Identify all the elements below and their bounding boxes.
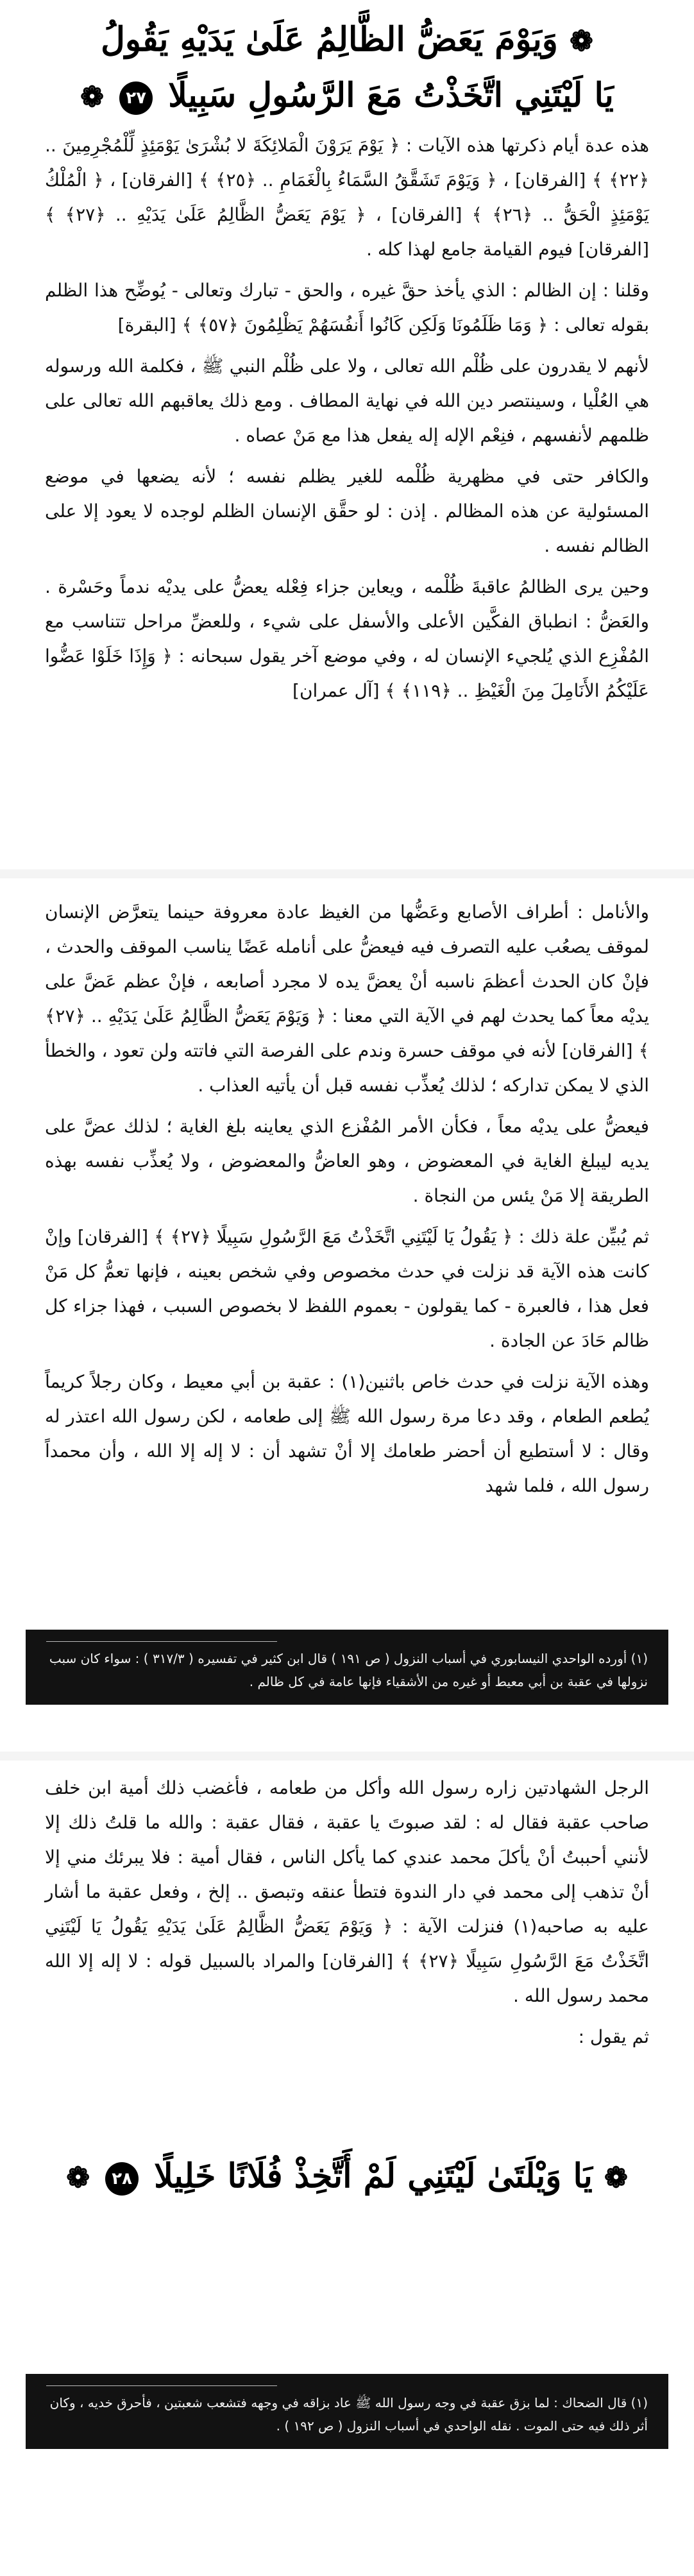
paragraph: ثم يُبيِّن علة ذلك : ﴿ يَقُولُ يَا لَيْتَنِي اتَّخَذْتُ مَعَ الرَّسُولِ سَبِيلًا ﴿٢٧﴾ ﴾ [الفرقان] وإنْ كانت هذه الآية قد نزلت في حدث مخصوص وفي شخص بعينه ، فإنها تعمُّ كل مَنْ فعل هذا ، فالعبرة - كما يقولون - بعموم اللفظ لا بخصوص السبب ، فهذا جزاء كل ظالم حَادَ عن الجادة . xyxy=(45,1226,649,1351)
paragraph: فيعضُّ على يديْه معاً ، فكأن الأمر المُفْزع الذي يعاينه بلغ الغاية ؛ لذلك عضَّ على يديه ليبلغ الغاية في المعضوض ، وهو العاضُّ والمعضوض ، ولا يُعذِّب نفسه بهذه الطريقة إلا مَنْ يئس من النجاة . xyxy=(45,1116,649,1206)
ornament-icon: ❁ xyxy=(604,2162,628,2194)
ornament-icon: ❁ xyxy=(570,25,593,58)
paragraph: والأنامل : أطراف الأصابع وعَضُّها من الغيظ عادة معروفة حينما يتعرَّض الإنسان لموقف يصعُب عليه التصرف فيه فيعضُّ على أنامله عَضًا يناسب الموقف والحدث ، فإنْ كان الحدث أعظمَ ناسبه أنْ يعضَّ يده لا مجرد أصابعه ، فإنْ عظم عَضَّ على يديْه معاً كما يحدث لهم في الآية التي معنا : ﴿ وَيَوْمَ يَعَضُّ الظَّالِمُ عَلَىٰ يَدَيْهِ .. ﴿٢٧﴾ ﴾ [الفرقان] لأنه في موقف حسرة وندم على الفرصة التي فاتته ولن تعود ، والخطأ الذي لا يمكن تداركه ؛ لذلك يُعذِّب نفسه قبل أن يأتيه العذاب . xyxy=(45,901,649,1096)
footnote-box-2 xyxy=(26,2374,668,2449)
paragraph: لأنهم لا يقدرون على ظُلْم الله تعالى ، ولا على ظُلْم النبي ﷺ ، فكلمة الله ورسوله هي العُلْيا ، وسينتصر دين الله في نهاية المطاف . ومع ذلك يعاقبهم الله تعالى على ظلمهم لأنفسهم ، فنِعْم الإله إله يفعل هذا مع مَنْ عصاه . xyxy=(45,355,649,446)
paragraph: هذه عدة أيام ذكرتها هذه الآيات : ﴿ يَوْمَ يَرَوْنَ الْمَلائِكَةَ لا بُشْرَىٰ يَوْمَئِذٍ لِّلْمُجْرِمِينَ .. ﴿٢٢﴾ ﴾ [الفرقان] ، ﴿ وَيَوْمَ تَشَقَّقُ السَّمَاءُ بِالْغَمَامِ .. ﴿٢٥﴾ ﴾ [الفرقان] ، ﴿ الْمُلْكُ يَوْمَئِذٍ الْحَقُّ .. ﴿٢٦﴾ ﴾ [الفرقان] ، ﴿ يَوْمَ يَعَضُّ الظَّالِمُ عَلَىٰ يَدَيْهِ .. ﴿٢٧﴾ ﴾ [الفرقان] فيوم القيامة جامع لهذا كله . xyxy=(45,135,650,260)
page-divider xyxy=(0,869,694,878)
section-1 xyxy=(0,128,694,715)
ayah-number-badge: ٢٧ xyxy=(119,81,153,115)
ayah-number-badge: ٢٨ xyxy=(105,2162,139,2196)
paragraph: وهذه الآية نزلت في حدث خاص باثنين(١) : عقبة بن أبي معيط ، وكان رجلاً كريماً يُطعم الطعام ، وقد دعا مرة رسول الله ﷺ إلى طعامه ، لكن رسول الله اعتذر له وقال : لا أستطيع أن أحضر طعامك إلا أنْ تشهد أن : لا إله إلا الله ، وأن محمداً رسول الله ، فلما شهد xyxy=(45,1371,649,1496)
paragraph: الرجل الشهادتين زاره رسول الله وأكل من طعامه ، فأغضب ذلك أمية ابن خلف صاحب عقبة فقال له : لقد صبوتَ يا عقبة ، فقال عقبة : والله ما قلتُ ذلك إلا لأنني أحببتُ أنْ يأكلَ محمد عندي كما يأكل الناس ، فقال أمية : فلا يبرئك مني إلا أنْ تذهب إلى محمد في دار الندوة فتطأ عنقه وتبصق .. إلخ ، وفعل عقبة ما أشار عليه به صاحبه(١) فنزلت الآية : ﴿ وَيَوْمَ يَعَضُّ الظَّالِمُ عَلَىٰ يَدَيْهِ يَقُولُ يَا لَيْتَنِي اتَّخَذْتُ مَعَ الرَّسُولِ سَبِيلًا ﴿٢٧﴾ ﴾ [الفرقان] والمراد بالسبيل قوله : لا إله إلا الله محمد رسول الله . xyxy=(45,1777,650,2006)
header-ayah-line2-text: يَا لَيْتَنِي اتَّخَذْتُ مَعَ الرَّسُولِ سَبِيلًا xyxy=(168,76,614,115)
paragraph: ثم يقول : xyxy=(578,2026,649,2047)
section-3 xyxy=(0,1771,694,2061)
footnote-rule xyxy=(46,1641,277,1642)
ornament-icon: ❁ xyxy=(66,2162,90,2194)
footnote-rule xyxy=(46,2385,277,2386)
footnote-text: (١) قال الضحاك : لما بزق عقبة في وجه رسول الله ﷺ عاد بزاقه في وجهه فتشعب شعبتين ، فأحرق خديه ، وكان أثر ذلك فيه حتى الموت . نقله الواحدي في أسباب النزول ( ص ١٩٢ ) . xyxy=(49,2395,648,2434)
footer-ayah xyxy=(0,2149,694,2205)
paragraph: وقلنا : إن الظالم : الذي يأخذ حقَّ غيره ، والحق - تبارك وتعالى - يُوضِّح هذا الظلم بقوله تعالى : ﴿ وَمَا ظَلَمُونَا وَلَكِن كَانُوا أَنفُسَهُمْ يَظْلِمُونَ ﴿٥٧﴾ ﴾ [البقرة] xyxy=(45,280,649,336)
section-2 xyxy=(0,895,694,1510)
page-divider xyxy=(0,1752,694,1761)
header-ayah-line1 xyxy=(45,13,649,69)
ornament-icon: ❁ xyxy=(80,81,105,114)
header-ayah-line2 xyxy=(45,69,649,124)
header-ayah-line1-text: وَيَوْمَ يَعَضُّ الظَّالِمُ عَلَىٰ يَدَيْهِ يَقُولُ xyxy=(101,20,558,59)
footnote-box-1 xyxy=(26,1630,668,1705)
footer-ayah-text: يَا وَيْلَتَىٰ لَيْتَنِي لَمْ أَتَّخِذْ فُلَانًا خَلِيلًا xyxy=(154,2156,593,2196)
paragraph: وحين يرى الظالمُ عاقبةَ ظُلْمه ، ويعاين جزاء فِعْله يعضُّ على يديْه ندماً وحَسْرة . والعَضُّ : انطباق الفكَّين الأعلى والأسفل على شيء ، وللعضِّ مراحل تتناسب مع المُفْزِع الذي يُلجيء الإنسان له ، وفي موضع آخر يقول سبحانه : ﴿ وَإِذَا خَلَوْا عَضُّوا عَلَيْكُمُ الأَنَامِلَ مِنَ الْغَيْظِ .. ﴿١١٩﴾ ﴾ [آل عمران] xyxy=(45,576,649,701)
footnote-text: (١) أورده الواحدي النيسابوري في أسباب النزول ( ص ١٩١ ) قال ابن كثير في تفسيره ( ٣١٧/٣ ) : سواء كان سبب نزولها في عقبة بن أبي معيط أو غيره من الأشقياء فإنها عامة في كل ظالم . xyxy=(49,1651,648,1689)
paragraph: والكافر حتى في مظهرية ظُلْمه للغير يظلم نفسه ؛ لأنه يضعها في موضع المسئولية عن هذه المظالم . إذن : لو حقَّق الإنسان الظلم لوجده لا يعود إلا على الظالم نفسه . xyxy=(45,466,649,556)
header-ayah xyxy=(0,13,694,124)
